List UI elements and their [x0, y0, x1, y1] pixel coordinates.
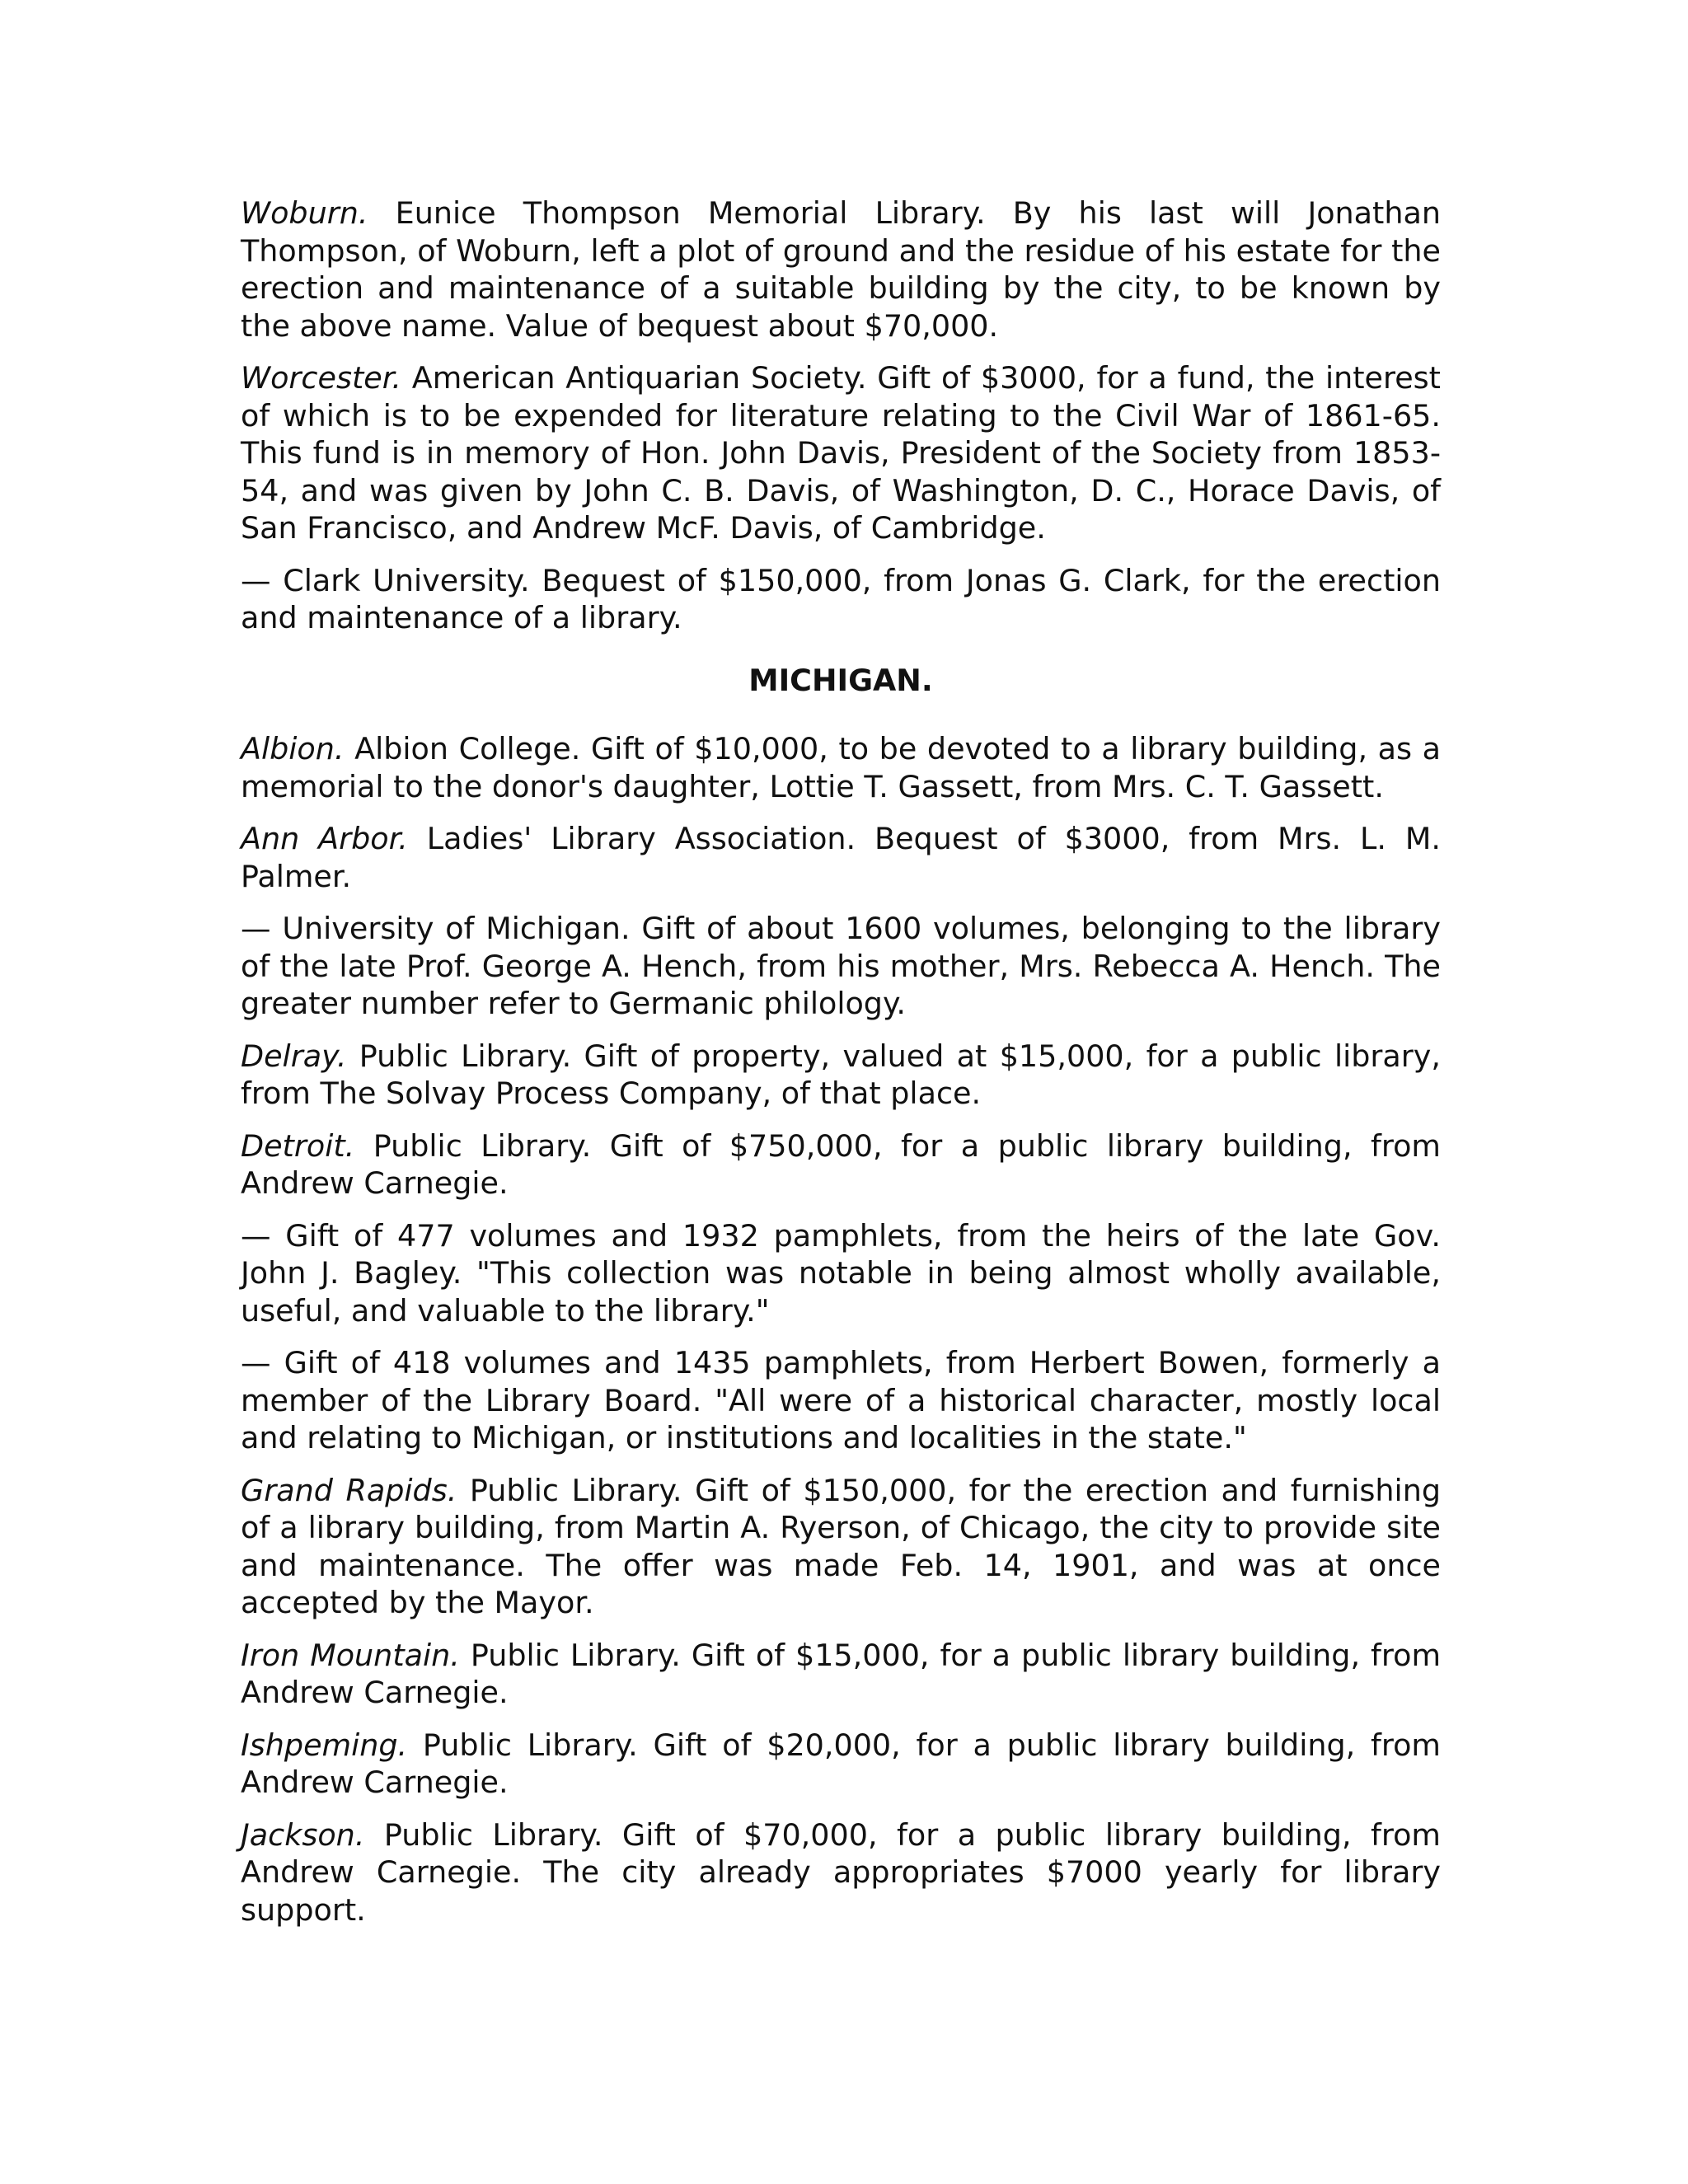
entry-text: Public Library. Gift of $70,000, for a public library building, from Andrew Carnegie. The city already appropriates $7000 yearly for library support. — [241, 1816, 1441, 1928]
entry-detroit — [241, 1127, 1441, 1202]
entry-text: Public Library. Gift of $15,000, for a public library building, from Andrew Carnegie. — [241, 1637, 1441, 1710]
entry-text: — Clark University. Bequest of $150,000, from Jonas G. Clark, for the erection and maintenance of a library. — [241, 562, 1441, 635]
entry-text: American Antiquarian Society. Gift of $3000, for a fund, the interest of which is to be expended for literature relating to the Civil War of 1861-65. This fund is in memory of Hon. John Davis, President of the Society from 1853-54, and was given by John C. B. Davis, of Washington, D. C., Horace Davis, of San Francisco, and Andrew McF. Davis, of Cambridge. — [241, 360, 1441, 546]
entry-text: Public Library. Gift of $150,000, for the erection and furnishing of a library building, from Martin A. Ryerson, of Chicago, the city to provide site and maintenance. The offer was made Feb. 14, 1901, and was at once accepted by the Mayor. — [241, 1472, 1442, 1620]
entry-delray — [241, 1038, 1441, 1113]
place-name: Grand Rapids. — [241, 1472, 457, 1508]
entry-university-of-michigan — [241, 910, 1441, 1023]
place-name: Delray. — [241, 1038, 347, 1074]
section-heading: MICHIGAN. — [748, 662, 933, 698]
entry-ishpeming — [241, 1727, 1441, 1802]
entry-detroit-bowen — [241, 1344, 1441, 1457]
entry-text: Albion College. Gift of $10,000, to be devoted to a library building, as a memorial to the donor's daughter, Lottie T. Gassett, from Mrs. C. T. Gassett. — [241, 731, 1441, 804]
section-continued — [241, 194, 1441, 637]
entry-text: Eunice Thompson Memorial Library. By his last will Jonathan Thompson, of Woburn, left a plot of ground and the residue of his estate for the erection and maintenance of a suitable building by the city, to be known by the above name. Value of bequest about $70,000. — [241, 195, 1441, 344]
entry-text: Public Library. Gift of property, valued at $15,000, for a public library, from The Solvay Process Company, of that place. — [241, 1038, 1441, 1111]
entry-ann-arbor — [241, 820, 1441, 895]
place-name: Jackson. — [241, 1816, 365, 1853]
entry-text: — University of Michigan. Gift of about 1600 volumes, belonging to the library of the late Prof. George A. Hench, from his mother, Mrs. Rebecca A. Hench. The greater number refer to Germanic philology. — [241, 911, 1441, 1021]
entry-text: — Gift of 418 volumes and 1435 pamphlets, from Herbert Bowen, formerly a member of the Library Board. "All were of a historical character, mostly local and relating to Michigan, or institutions and localities in the state." — [241, 1345, 1441, 1455]
entry-jackson — [241, 1816, 1441, 1929]
document-page — [241, 194, 1441, 1943]
entry-detroit-bagley — [241, 1217, 1441, 1330]
section-michigan — [241, 662, 1441, 1929]
place-name: Detroit. — [241, 1127, 355, 1164]
place-name: Ishpeming. — [241, 1727, 408, 1763]
place-name: Ann Arbor. — [241, 821, 408, 856]
entry-grand-rapids — [241, 1472, 1441, 1622]
place-name: Iron Mountain. — [241, 1637, 460, 1673]
entry-worcester — [241, 359, 1441, 547]
entry-woburn — [241, 194, 1441, 344]
entry-text: Ladies' Library Association. Bequest of $3000, from Mrs. L. M. Palmer. — [241, 821, 1441, 894]
entry-text: Public Library. Gift of $750,000, for a public library building, from Andrew Carnegie. — [241, 1127, 1441, 1201]
entry-text: Public Library. Gift of $20,000, for a public library building, from Andrew Carnegie. — [241, 1727, 1441, 1800]
place-name: Woburn. — [241, 195, 368, 231]
entry-albion — [241, 730, 1441, 805]
entry-iron-mountain — [241, 1637, 1441, 1712]
place-name: Worcester. — [241, 360, 401, 396]
entry-text: — Gift of 477 volumes and 1932 pamphlets, from the heirs of the late Gov. John J. Bagley. "This collection was notable in being almost wholly available, useful, and valuable to the library." — [241, 1217, 1441, 1329]
place-name: Albion. — [241, 731, 345, 766]
entry-clark-university — [241, 562, 1441, 637]
